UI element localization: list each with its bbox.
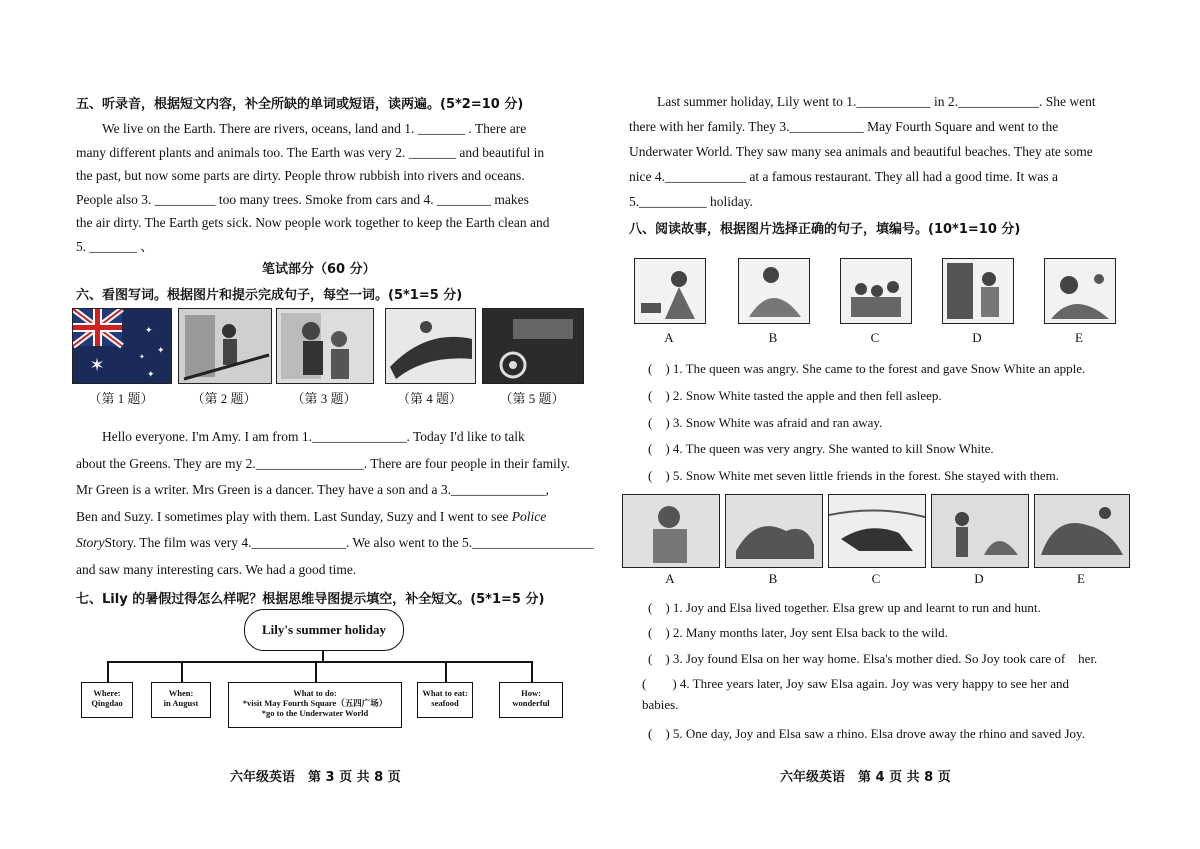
connector: [181, 661, 183, 682]
passage-line: and saw many interesting cars. We had a good time.: [76, 561, 357, 577]
passage-line: [76, 504, 576, 531]
answer-option: ( ) 4. The queen was very angry. She wanted to kill Snow White.: [648, 441, 994, 456]
passage-line: the past, but now some parts are dirty. People throw rubbish into rivers and oceans.: [76, 168, 525, 183]
mindmap-how: [499, 682, 563, 718]
story2-picture-e: [1034, 494, 1130, 568]
mindmap-label: When:: [168, 688, 194, 698]
picture-caption: （第 1 题）: [88, 391, 154, 406]
passage-line: We live on the Earth. There are rivers, oceans, land and 1. _______ . There are: [102, 121, 527, 136]
passage-line: Mr Green is a writer. Mrs Green is a dancer. They have a son and a 3.______________,: [76, 482, 549, 497]
mindmap-value: *visit May Fourth Square（五四广场）: [242, 698, 388, 708]
answer-option: ( ) 4. Three years later, Joy saw Elsa again. Joy was very happy to see her and: [642, 676, 1070, 691]
mindmap-where: [81, 682, 133, 718]
story2-picture-d: [931, 494, 1029, 568]
picture-letter: C: [870, 330, 880, 345]
svg-text:✦: ✦: [145, 325, 153, 335]
mindmap-value: seafood: [431, 698, 459, 708]
connector: [107, 661, 109, 682]
australia-flag-image: [72, 308, 172, 384]
mindmap-label: How:: [521, 688, 541, 698]
answer-option: ( ) 3. Joy found Elsa on her way home. Elsa's mother died. So Joy took care of her.: [648, 651, 1098, 666]
passage-line: People also 3. _________ too many trees. Smoke from cars and 4. ________ makes: [76, 191, 529, 207]
passage-text: Ben and Suzy. I sometimes play with them. Last Sunday, Suzy and I went to see: [76, 508, 512, 524]
museum-image: [482, 308, 584, 384]
answer-option-continued: babies.: [642, 697, 679, 712]
picture-letter: A: [665, 571, 675, 586]
story-picture-b: [738, 258, 810, 324]
story2-picture-c: [828, 494, 926, 568]
connector: [322, 650, 324, 661]
passage-line: about the Greens. They are my 2.________________. There are four people in their family.: [76, 455, 570, 471]
picture-letter: B: [768, 571, 778, 586]
answer-option: ( ) 5. Snow White met seven little friends in the forest. She stayed with them.: [648, 468, 1059, 483]
daughter-image: [276, 308, 374, 384]
story-picture-c: [840, 258, 912, 324]
passage-line: Underwater World. They saw many sea animals and beautiful beaches. They ate some: [629, 144, 1093, 159]
page-footer-right: 六年级英语 第 4 页 共 8 页: [780, 770, 951, 785]
answer-option: ( ) 1. The queen was angry. She came to the forest and gave Snow White an apple.: [648, 361, 1086, 376]
mindmap-what-to-eat: [417, 682, 473, 718]
passage-line: nice 4.____________ at a famous restaurant. They all had a good time. It was a: [629, 169, 1059, 184]
section-7-title: 七、Lily 的暑假过得怎么样呢？根据思维导图提示填空，补全短文。(5*1=5 分): [76, 592, 545, 607]
picture-letter: C: [871, 571, 881, 586]
connector: [315, 661, 317, 682]
section-5-title: 五、听录音，根据短文内容，补全所缺的单词或短语，读两遍。(5*2=10 分): [76, 97, 524, 112]
picture-letter: D: [972, 330, 982, 345]
picture-caption: （第 3 题）: [291, 391, 357, 406]
mindmap-value: in August: [163, 698, 199, 708]
story2-picture-a: [622, 494, 720, 568]
answer-option: ( ) 3. Snow White was afraid and ran away.: [648, 415, 883, 430]
written-part-heading: 笔试部分（60 分）: [262, 262, 376, 277]
picture-caption: （第 4 题）: [396, 391, 462, 406]
answer-option: ( ) 2. Snow White tasted the apple and then fell asleep.: [648, 388, 942, 403]
passage-line: [76, 530, 594, 557]
car-image: [385, 308, 476, 384]
story-picture-a: [634, 258, 706, 324]
mindmap-value: *go to the Underwater World: [261, 708, 369, 718]
answer-option: ( ) 2. Many months later, Joy sent Elsa back to the wild.: [648, 625, 948, 640]
svg-text:✦: ✦: [157, 345, 165, 355]
connector: [531, 661, 533, 682]
passage-line: 5.__________ holiday.: [629, 194, 753, 209]
film-title-cont: Story: [76, 535, 105, 550]
mindmap-what-to-do: [228, 682, 402, 728]
section-7-passage: [629, 89, 1125, 214]
mindmap-value: wonderful: [512, 698, 550, 708]
story-picture-e: [1044, 258, 1116, 324]
section-6-passage: [76, 424, 594, 583]
connector: [445, 661, 447, 682]
mindmap-label: Where:: [93, 688, 121, 698]
passage-line: many different plants and animals too. The Earth was very 2. _______ and beautiful in: [76, 144, 545, 160]
passage-text: Story. The film was very 4.______________. We also went to the 5.__________________: [104, 535, 594, 550]
picture-letter: E: [1077, 571, 1085, 586]
answer-option: ( ) 1. Joy and Elsa lived together. Elsa grew up and learnt to run and hunt.: [648, 600, 1041, 615]
passage-line: Last summer holiday, Lily went to 1.___________ in 2.____________. She went: [657, 94, 1096, 109]
section-5-passage: [76, 117, 568, 258]
mindmap-value: Qingdao: [91, 698, 123, 708]
connector: [107, 661, 531, 663]
story2-picture-b: [725, 494, 823, 568]
answer-option: ( ) 5. One day, Joy and Elsa saw a rhino. Elsa drove away the rhino and saved Joy.: [648, 726, 1085, 741]
picture-caption: （第 5 题）: [499, 391, 565, 406]
passage-line: there with her family. They 3.___________ May Fourth Square and went to the: [629, 119, 1059, 134]
film-title: Police: [511, 508, 547, 524]
picture-letter: B: [768, 330, 778, 345]
svg-text:✦: ✦: [139, 353, 145, 361]
page-footer-left: 六年级英语 第 3 页 共 8 页: [230, 770, 401, 785]
mindmap-root: Lily's summer holiday: [244, 609, 404, 651]
picture-caption: （第 2 题）: [191, 391, 257, 406]
picture-letter: E: [1075, 330, 1083, 345]
section-6-title: 六、看图写词。根据图片和提示完成句子，每空一词。(5*1=5 分): [76, 288, 463, 303]
picture-letter: D: [974, 571, 984, 586]
mindmap-label: What to eat:: [422, 688, 468, 698]
svg-text:✦: ✦: [147, 369, 155, 379]
svg-text:✶: ✶: [89, 355, 105, 375]
section-8-title: 八、阅读故事，根据图片选择正确的句子，填编号。(10*1=10 分): [629, 222, 1021, 237]
mindmap-label: What to do:: [293, 688, 337, 698]
passage-line: Hello everyone. I'm Amy. I am from 1.______________. Today I'd like to talk: [102, 429, 525, 444]
story-picture-d: [942, 258, 1014, 324]
mindmap-when: [151, 682, 211, 718]
family-photo-image: [178, 308, 272, 384]
passage-line: 5. _______ 、: [76, 238, 154, 254]
passage-line: the air dirty. The Earth gets sick. Now people work together to keep the Earth clean and: [76, 215, 550, 230]
picture-letter: A: [664, 330, 674, 345]
